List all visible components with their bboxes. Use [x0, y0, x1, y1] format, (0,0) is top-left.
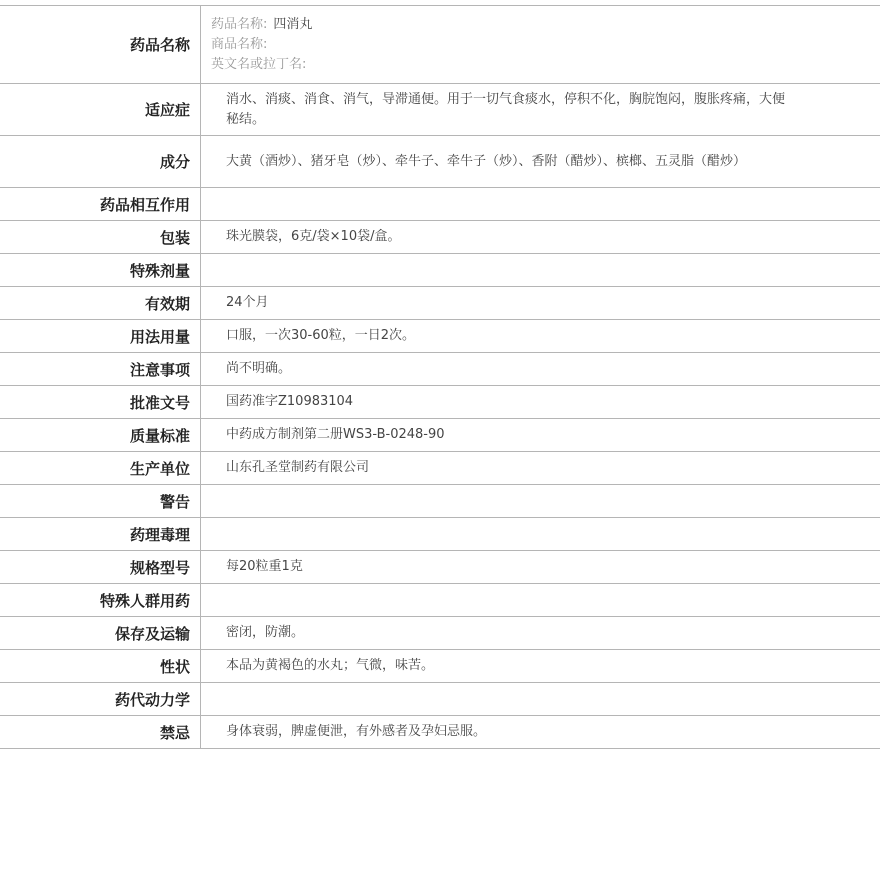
row-toxicology	[0, 518, 880, 551]
english-name-label: 英文名或拉丁名:	[211, 57, 307, 72]
row-label: 特殊剂量	[0, 254, 201, 286]
generic-name-value: 四消丸	[273, 17, 313, 32]
english-name-line	[211, 55, 870, 75]
generic-name-line	[211, 15, 870, 35]
row-label: 药代动力学	[0, 683, 201, 715]
row-value: 尚不明确。	[226, 361, 292, 376]
row-label: 批准文号	[0, 386, 201, 418]
row-value	[201, 683, 880, 715]
trade-name-line	[211, 35, 870, 55]
row-warning	[0, 485, 880, 518]
row-value	[201, 584, 880, 616]
row-value: 大黄（酒炒）、猪牙皂（炒）、牵牛子、牵牛子（炒）、香附（醋炒）、槟榔、五灵脂（醋炒）	[226, 153, 747, 169]
row-indication	[0, 84, 880, 136]
row-value: 密闭，防潮。	[226, 625, 305, 640]
row-value	[201, 188, 880, 220]
row-label: 注意事项	[0, 353, 201, 385]
row-label: 包装	[0, 221, 201, 253]
drug-names-block	[201, 6, 880, 83]
row-label: 警告	[0, 485, 201, 517]
row-value: 24个月	[226, 295, 269, 310]
row-label: 用法用量	[0, 320, 201, 352]
row-label: 药理毒理	[0, 518, 201, 550]
row-character	[0, 650, 880, 683]
row-value: 中药成方制剂第二册WS3-B-0248-90	[226, 427, 445, 442]
row-spec	[0, 551, 880, 584]
row-package	[0, 221, 880, 254]
row-interaction	[0, 188, 880, 221]
row-value: 消水、消痰、消食、消气，导滞通便。用于一切气食痰水，停积不化，胸脘饱闷，腹胀疼痛，大便秘结。	[226, 91, 786, 127]
row-contraindications	[0, 716, 880, 749]
row-value: 身体衰弱，脾虚便泄，有外感者及孕妇忌服。	[226, 724, 487, 739]
row-validity	[0, 287, 880, 320]
row-label: 性状	[0, 650, 201, 682]
row-value: 珠光膜袋，6克/袋×10袋/盒。	[226, 229, 401, 244]
row-label: 质量标准	[0, 419, 201, 451]
row-approval	[0, 386, 880, 419]
generic-name-label: 药品名称:	[211, 17, 268, 32]
drug-info-table	[0, 5, 880, 749]
row-value: 本品为黄褐色的水丸；气微，味苦。	[226, 658, 435, 673]
row-label: 药品相互作用	[0, 188, 201, 220]
row-special-population	[0, 584, 880, 617]
row-label: 生产单位	[0, 452, 201, 484]
row-label: 保存及运输	[0, 617, 201, 649]
row-ingredients	[0, 136, 880, 188]
row-storage	[0, 617, 880, 650]
row-label: 适应症	[0, 84, 201, 135]
row-pharmacokinetics	[0, 683, 880, 716]
row-value: 每20粒重1克	[226, 559, 303, 574]
row-special-dosage	[0, 254, 880, 287]
row-value	[201, 485, 880, 517]
row-value: 山东孔圣堂制药有限公司	[226, 460, 370, 475]
row-label: 药品名称	[0, 6, 201, 83]
row-value: 国药准字Z10983104	[226, 394, 354, 409]
row-precautions	[0, 353, 880, 386]
row-value	[201, 254, 880, 286]
row-label: 有效期	[0, 287, 201, 319]
row-value	[201, 518, 880, 550]
row-value: 口服，一次30-60粒，一日2次。	[226, 328, 416, 343]
row-manufacturer	[0, 452, 880, 485]
row-usage	[0, 320, 880, 353]
row-label: 成分	[0, 136, 201, 187]
row-label: 禁忌	[0, 716, 201, 748]
trade-name-label: 商品名称:	[211, 37, 268, 52]
row-label: 规格型号	[0, 551, 201, 583]
row-standard	[0, 419, 880, 452]
row-label: 特殊人群用药	[0, 584, 201, 616]
row-drug-name	[0, 6, 880, 84]
